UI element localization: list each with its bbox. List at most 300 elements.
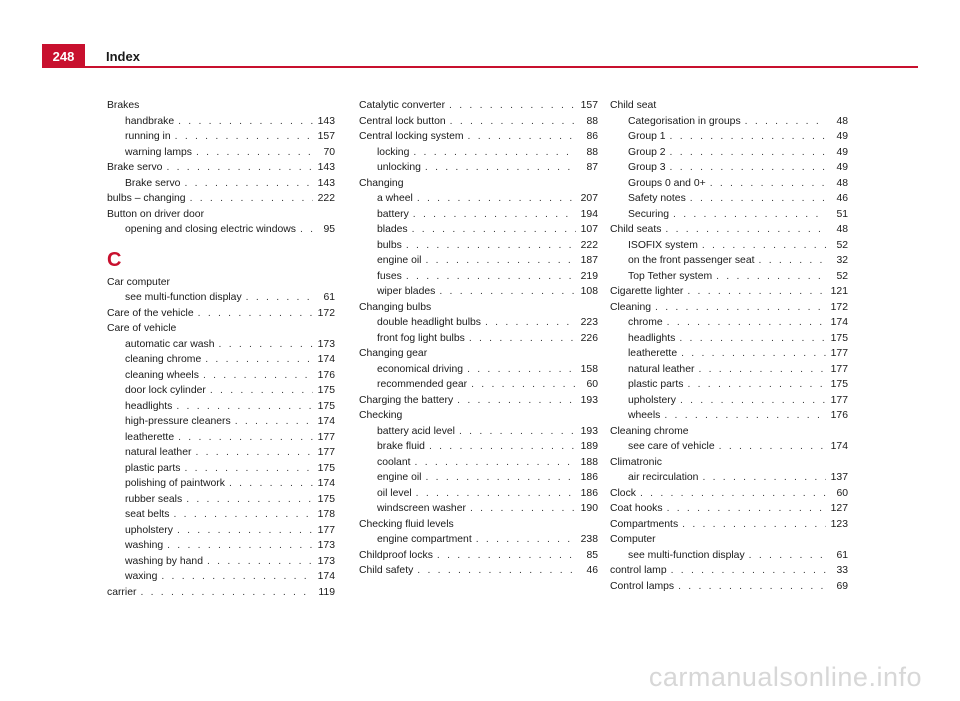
leader-dots (655, 300, 826, 316)
leader-dots (439, 284, 576, 300)
leader-dots (640, 486, 826, 502)
leader-dots (759, 253, 826, 269)
entry-page-number: 174 (317, 571, 335, 582)
index-entry (107, 98, 335, 114)
entry-label: Cleaning (610, 301, 652, 313)
index-subentry (107, 352, 335, 368)
entry-label: upholstery (628, 394, 676, 406)
leader-dots (749, 548, 826, 564)
index-subentry (359, 470, 598, 486)
index-entry (107, 191, 335, 207)
entry-page-number: 176 (317, 369, 335, 381)
index-subentry (610, 377, 848, 393)
entry-label: opening and closing electric windows (125, 224, 296, 235)
entry-page-number: 189 (580, 441, 598, 452)
leader-dots (176, 399, 313, 415)
index-subentry (359, 501, 598, 517)
index-subentry (610, 129, 848, 145)
index-subentry (107, 569, 335, 585)
entry-page-number: 174 (317, 416, 335, 427)
entry-page-number: 177 (830, 363, 848, 375)
entry-label: blades (377, 224, 408, 235)
entry-label: brake fluid (377, 441, 425, 452)
entry-page-number: 238 (580, 534, 598, 545)
entry-label: air recirculation (628, 472, 699, 483)
entry-page-number: 157 (580, 100, 598, 111)
index-entry (359, 300, 598, 316)
index-entry (359, 517, 598, 533)
entry-label: Clock (610, 487, 636, 499)
entry-page-number: 173 (317, 338, 335, 350)
leader-dots (219, 337, 313, 353)
index-subentry (610, 238, 848, 254)
entry-page-number: 178 (317, 509, 335, 520)
entry-label: Catalytic converter (359, 100, 446, 111)
index-subentry (359, 253, 598, 269)
entry-label: economical driving (377, 363, 464, 375)
leader-dots (687, 284, 826, 300)
entry-page-number: 137 (830, 472, 848, 483)
leader-dots (426, 253, 577, 269)
leader-dots (210, 383, 313, 399)
index-entry (359, 346, 598, 362)
entry-page-number: 127 (830, 503, 848, 514)
index-entry (610, 501, 848, 517)
index-entry (610, 579, 848, 595)
entry-label: Car computer (107, 276, 170, 288)
leader-dots (229, 476, 313, 492)
leader-dots (406, 269, 576, 285)
entry-label: carrier (107, 586, 137, 598)
entry-page-number: 186 (580, 487, 598, 499)
entry-label: washing by hand (125, 555, 203, 567)
entry-page-number: 49 (836, 131, 848, 142)
entry-page-number: 60 (586, 379, 598, 390)
index-subentry (107, 383, 335, 399)
entry-label: natural leather (125, 447, 192, 458)
leader-dots (680, 393, 826, 409)
leader-dots (417, 563, 576, 579)
entry-label: cleaning chrome (125, 354, 202, 365)
entry-page-number: 174 (830, 441, 848, 452)
entry-label: Changing gear (359, 348, 428, 359)
index-entry (610, 222, 848, 238)
entry-label: polishing of paintwork (125, 478, 225, 489)
entry-label: leatherette (628, 348, 678, 359)
header-rule (85, 66, 918, 68)
leader-dots (184, 461, 313, 477)
index-subentry (107, 430, 335, 446)
index-entry (359, 548, 598, 564)
index-subentry (610, 346, 848, 362)
entry-label: Button on driver door (107, 208, 205, 220)
entry-page-number: 177 (830, 348, 848, 359)
watermark: carmanualsonline.info (648, 662, 922, 692)
index-subentry (359, 424, 598, 440)
entry-label: running in (125, 131, 171, 142)
index-list (359, 98, 598, 579)
entry-label: Child seat (610, 100, 657, 111)
index-subentry (359, 455, 598, 471)
entry-label: headlights (125, 400, 173, 412)
index-subentry (359, 532, 598, 548)
entry-label: natural leather (628, 363, 695, 375)
leader-dots (678, 579, 826, 595)
index-subentry (107, 145, 335, 161)
entry-label: Safety notes (628, 193, 686, 204)
index-subentry (610, 269, 848, 285)
entry-page-number: 46 (836, 193, 848, 204)
entry-page-number: 48 (836, 224, 848, 235)
entry-label: Child seats (610, 224, 662, 235)
index-entry (359, 408, 598, 424)
entry-label: upholstery (125, 524, 173, 536)
leader-dots (702, 238, 826, 254)
entry-label: Checking (359, 410, 403, 421)
index-entry (359, 176, 598, 192)
entry-page-number: 119 (318, 586, 335, 598)
entry-label: headlights (628, 332, 676, 344)
leader-dots (459, 424, 576, 440)
index-entry (610, 98, 848, 114)
leader-dots (415, 455, 576, 471)
index-subentry (107, 290, 335, 306)
entry-page-number: 69 (836, 580, 848, 592)
entry-page-number: 175 (830, 332, 848, 344)
index-subentry (107, 554, 335, 570)
index-subentry (107, 399, 335, 415)
entry-label: washing (125, 540, 164, 551)
entry-page-number: 186 (580, 472, 598, 483)
entry-label: Brake servo (107, 162, 163, 173)
index-subentry (359, 191, 598, 207)
index-entry (610, 424, 848, 440)
index-subentry (610, 253, 848, 269)
leader-dots (196, 145, 313, 161)
leader-dots (412, 222, 576, 238)
entry-page-number: 108 (580, 286, 598, 297)
index-subentry (359, 222, 598, 238)
index-subentry (359, 145, 598, 161)
index-subentry (610, 191, 848, 207)
index-subentry (610, 114, 848, 130)
leader-dots (471, 377, 576, 393)
index-subentry (359, 331, 598, 347)
index-list (610, 98, 848, 594)
entry-page-number: 193 (580, 425, 598, 437)
entry-page-number: 49 (836, 162, 848, 173)
leader-dots (425, 160, 576, 176)
index-subentry (359, 160, 598, 176)
index-entry (359, 393, 598, 409)
entry-label: unlocking (377, 162, 421, 173)
entry-label: bulbs (377, 239, 402, 251)
leader-dots (177, 523, 313, 539)
leader-dots (681, 346, 826, 362)
leader-dots (679, 331, 826, 347)
index-list-c (107, 275, 335, 601)
entry-page-number: 176 (830, 410, 848, 421)
index-subentry (359, 238, 598, 254)
index-subentry (610, 548, 848, 564)
index-entry (359, 114, 598, 130)
entry-label: Group 1 (628, 131, 666, 142)
index-subentry (107, 129, 335, 145)
index-subentry (359, 486, 598, 502)
index-subentry (107, 523, 335, 539)
entry-label: recommended gear (377, 379, 468, 390)
index-subentry (610, 160, 848, 176)
leader-dots (167, 538, 313, 554)
leader-dots (205, 352, 313, 368)
index-entry (610, 563, 848, 579)
entry-label: door lock cylinder (125, 385, 206, 396)
entry-label: ISOFIX system (628, 239, 698, 251)
entry-label: rubber seals (125, 493, 183, 505)
index-subentry (610, 176, 848, 192)
entry-label: a wheel (377, 193, 413, 204)
entry-label: Compartments (610, 518, 679, 530)
entry-page-number: 172 (317, 307, 335, 319)
leader-dots (417, 191, 576, 207)
leader-dots (716, 269, 826, 285)
entry-label: Childproof locks (359, 549, 433, 561)
entry-page-number: 173 (317, 555, 335, 567)
entry-page-number: 107 (580, 224, 598, 235)
entry-page-number: 70 (323, 146, 335, 158)
entry-label: Cleaning chrome (610, 425, 689, 437)
leader-dots (468, 129, 576, 145)
entry-label: high-pressure cleaners (125, 416, 231, 427)
index-subentry (610, 470, 848, 486)
index-entry (107, 207, 335, 223)
entry-label: cleaning wheels (125, 369, 199, 381)
index-subentry (610, 408, 848, 424)
entry-page-number: 175 (317, 493, 335, 505)
entry-page-number: 95 (323, 224, 335, 235)
index-column-3 (610, 98, 848, 594)
index-subentry (359, 362, 598, 378)
leader-dots (673, 207, 826, 223)
index-subentry (107, 114, 335, 130)
leader-dots (476, 532, 576, 548)
entry-label: see multi-function display (628, 549, 745, 561)
entry-label: leatherette (125, 431, 175, 443)
entry-label: Changing (359, 177, 404, 189)
entry-label: seat belts (125, 509, 170, 520)
leader-dots (470, 501, 576, 517)
index-subentry (107, 222, 335, 238)
leader-dots (719, 439, 826, 455)
page-title: Index (106, 49, 140, 64)
index-subentry (107, 507, 335, 523)
index-entry (359, 129, 598, 145)
leader-dots (467, 362, 576, 378)
entry-label: double headlight bulbs (377, 317, 481, 328)
entry-label: Computer (610, 534, 656, 545)
entry-page-number: 177 (830, 394, 848, 406)
entry-page-number: 222 (580, 239, 598, 251)
entry-label: Central locking system (359, 131, 464, 142)
entry-page-number: 49 (836, 146, 848, 158)
index-subentry (107, 476, 335, 492)
entry-label: engine oil (377, 472, 422, 483)
entry-page-number: 121 (830, 286, 848, 297)
entry-page-number: 52 (836, 239, 848, 251)
index-entry (610, 517, 848, 533)
index-subentry (107, 337, 335, 353)
entry-page-number: 51 (836, 208, 848, 220)
leader-dots (667, 501, 826, 517)
entry-page-number: 174 (317, 354, 335, 365)
leader-dots (485, 315, 576, 331)
entry-page-number: 175 (317, 400, 335, 412)
entry-label: coolant (377, 456, 411, 468)
entry-page-number: 61 (836, 549, 848, 561)
entry-page-number: 61 (323, 292, 335, 303)
entry-label: Child safety (359, 565, 414, 576)
index-subentry (610, 207, 848, 223)
entry-label: Control lamps (610, 580, 675, 592)
entry-page-number: 48 (836, 177, 848, 189)
entry-page-number: 157 (317, 131, 335, 142)
entry-page-number: 88 (586, 115, 598, 127)
index-subentry (610, 145, 848, 161)
entry-page-number: 173 (317, 540, 335, 551)
entry-label: plastic parts (125, 462, 181, 474)
leader-dots (671, 563, 826, 579)
index-entry (610, 486, 848, 502)
leader-dots (416, 486, 576, 502)
leader-dots (140, 585, 313, 601)
entry-label: Checking fluid levels (359, 518, 454, 530)
entry-page-number: 158 (580, 363, 598, 375)
leader-dots (166, 160, 313, 176)
entry-page-number: 222 (317, 193, 335, 204)
entry-label: warning lamps (125, 146, 192, 158)
entry-label: engine compartment (377, 534, 472, 545)
leader-dots (161, 569, 313, 585)
index-subentry (107, 492, 335, 508)
entry-label: Changing bulbs (359, 301, 432, 313)
leader-dots (698, 362, 826, 378)
entry-page-number: 32 (836, 255, 848, 266)
entry-page-number: 177 (317, 431, 335, 443)
entry-label: Group 3 (628, 162, 666, 173)
leader-dots (437, 548, 576, 564)
leader-dots (690, 191, 826, 207)
index-list-b (107, 98, 335, 238)
index-subentry (107, 414, 335, 430)
leader-dots (457, 393, 576, 409)
entry-page-number: 174 (830, 317, 848, 328)
entry-page-number: 60 (836, 487, 848, 499)
entry-label: Climatronic (610, 456, 662, 468)
entry-page-number: 175 (830, 379, 848, 390)
leader-dots (450, 114, 576, 130)
index-entry (610, 455, 848, 471)
leader-dots (207, 554, 313, 570)
leader-dots (413, 207, 576, 223)
index-entry (359, 563, 598, 579)
leader-dots (198, 306, 313, 322)
leader-dots (469, 331, 576, 347)
entry-label: Securing (628, 208, 670, 220)
entry-label: waxing (125, 571, 158, 582)
entry-label: wheels (628, 410, 661, 421)
index-subentry (107, 368, 335, 384)
entry-page-number: 123 (830, 518, 848, 530)
entry-label: Brake servo (125, 177, 181, 189)
leader-dots (664, 408, 826, 424)
entry-label: handbrake (125, 115, 175, 127)
leader-dots (178, 114, 313, 130)
entry-page-number: 143 (317, 162, 335, 173)
index-column-2 (359, 98, 598, 579)
leader-dots (184, 176, 313, 192)
entry-label: automatic car wash (125, 338, 215, 350)
index-entry (610, 284, 848, 300)
index-subentry (107, 445, 335, 461)
entry-page-number: 226 (580, 332, 598, 344)
entry-label: Coat hooks (610, 503, 663, 514)
leader-dots (429, 439, 576, 455)
entry-page-number: 207 (580, 193, 598, 204)
index-entry (107, 275, 335, 291)
entry-label: Charging the battery (359, 394, 454, 406)
entry-label: battery acid level (377, 425, 455, 437)
entry-label: plastic parts (628, 379, 684, 390)
index-subentry (359, 377, 598, 393)
leader-dots (190, 191, 313, 207)
index-subentry (610, 362, 848, 378)
index-subentry (107, 176, 335, 192)
entry-page-number: 174 (317, 478, 335, 489)
entry-label: engine oil (377, 255, 422, 266)
entry-page-number: 143 (317, 177, 335, 189)
entry-page-number: 88 (586, 146, 598, 158)
index-entry (610, 532, 848, 548)
entry-label: wiper blades (377, 286, 436, 297)
index-subentry (610, 315, 848, 331)
entry-label: battery (377, 208, 409, 220)
entry-label: see multi-function display (125, 292, 242, 303)
entry-page-number: 190 (580, 503, 598, 514)
leader-dots (682, 517, 826, 533)
leader-dots (670, 145, 826, 161)
index-entry (107, 321, 335, 337)
entry-label: Care of the vehicle (107, 307, 194, 319)
leader-dots (235, 414, 313, 430)
entry-label: Care of vehicle (107, 323, 177, 334)
leader-dots (175, 129, 313, 145)
entry-label: fuses (377, 270, 402, 282)
entry-label: windscreen washer (377, 503, 466, 514)
entry-page-number: 175 (317, 462, 335, 474)
leader-dots (449, 98, 576, 114)
index-subentry (359, 284, 598, 300)
leader-dots (745, 114, 826, 130)
entry-label: Groups 0 and 0+ (628, 177, 706, 189)
entry-page-number: 46 (586, 565, 598, 576)
index-subentry (359, 207, 598, 223)
leader-dots (186, 492, 313, 508)
leader-dots (665, 222, 826, 238)
index-subentry (359, 439, 598, 455)
leader-dots (426, 470, 577, 486)
entry-label: see care of vehicle (628, 441, 715, 452)
index-subentry (107, 538, 335, 554)
